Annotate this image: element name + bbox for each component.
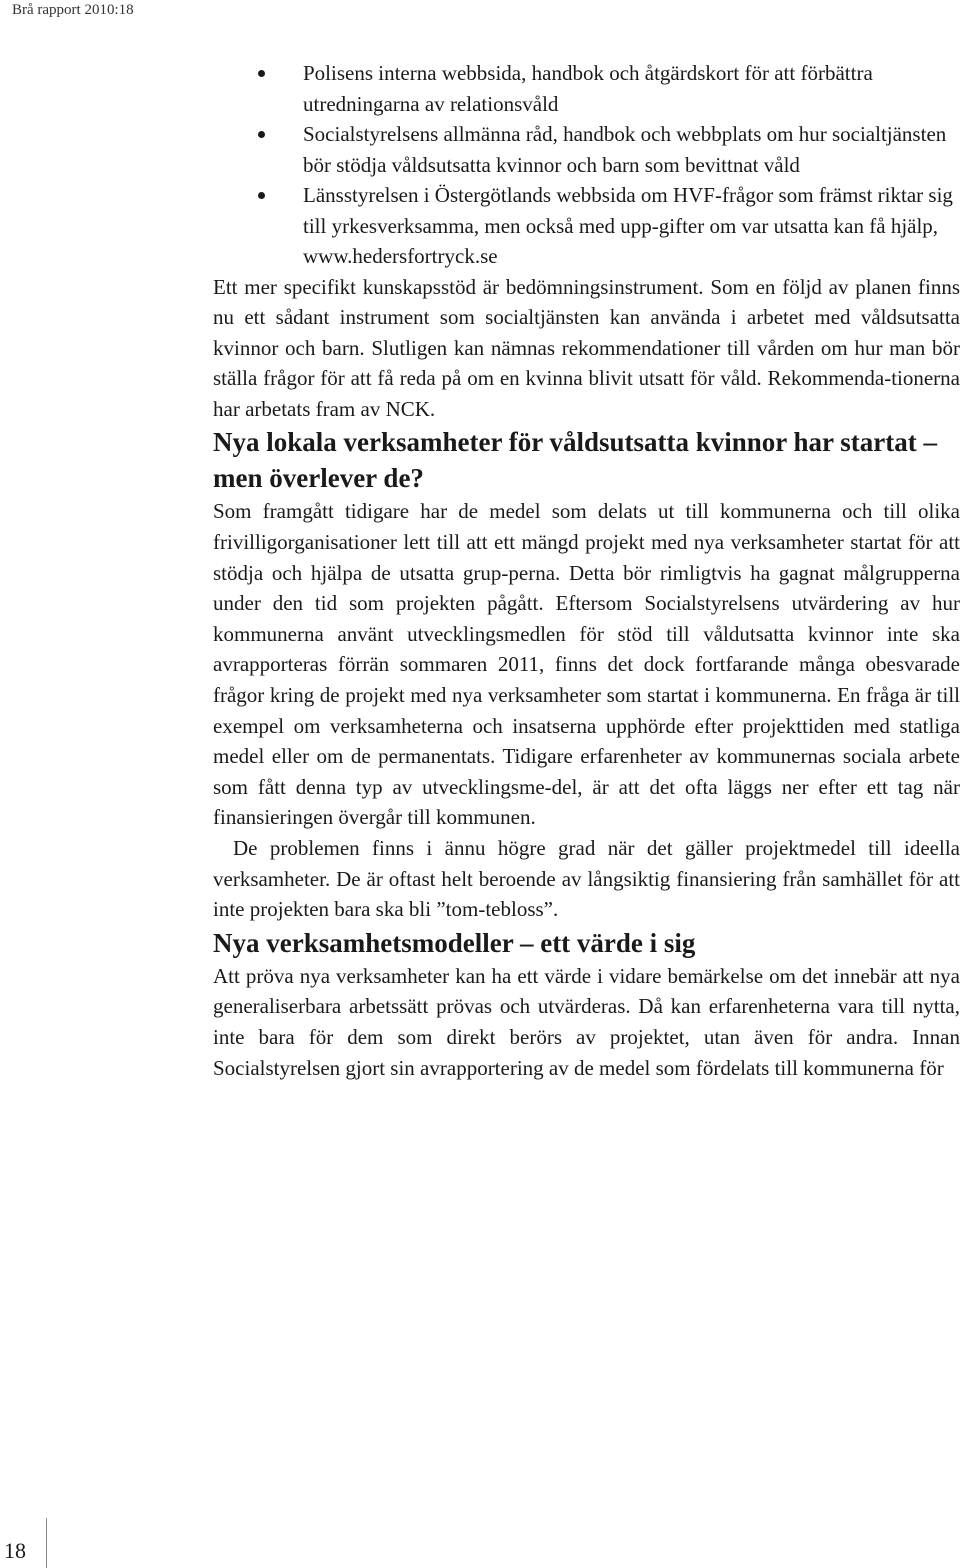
running-header: Brå rapport 2010:18 bbox=[12, 2, 134, 18]
bullet-icon bbox=[258, 131, 265, 138]
page-content bbox=[213, 58, 960, 1083]
list-item-text: Polisens interna webbsida, handbok och åtgärdskort för att förbättra utredningarna av relationsvåld bbox=[303, 61, 873, 116]
paragraph-new-methods: Att pröva nya verksamheter kan ha ett värde i vidare bemärkelse om det innebär att nya generaliserbara arbetssätt prövas och utvärderas. Då kan erfarenheterna vara till nytta, inte bara för dem som direkt berörs av projektet, utan även för andra. Innan Socialstyrelsen gjort sin avrapportering av de medel som fördelats till kommunerna för bbox=[213, 963, 960, 1080]
resource-bullet-list bbox=[213, 58, 960, 272]
list-item-text: Socialstyrelsens allmänna råd, handbok och webbplats om hur socialtjänsten bör stödja våldsutsatta kvinnor och barn som bevittnat våld bbox=[303, 122, 947, 177]
section-heading-new-models: Nya verksamhetsmodeller – ett värde i sig bbox=[213, 927, 696, 958]
page-number: 18 bbox=[4, 1538, 26, 1563]
section-heading-local-activities: Nya lokala verksamheter för våldsutsatta kvinnor har startat – men överlever de? bbox=[213, 427, 938, 494]
list-item bbox=[0, 119, 960, 180]
bullet-icon bbox=[258, 192, 265, 199]
paragraph-assessment-tools: Ett mer specifikt kunskapsstöd är bedömningsinstrument. Som en följd av planen finns nu ett sådant instrument som socialtjänsten kan använda i arbetet med våldsutsatta kvinnor och barn. Slutligen kan nämnas rekommendationer till vården om hur man bör ställa frågor för att få reda på om en kvinna blivit utsatt för våld. Rekommenda-tionerna har arbetats fram av NCK. bbox=[213, 274, 960, 421]
paragraph-ngo-funding: De problemen finns i ännu högre grad när det gäller projektmedel till ideella verksamheter. De är oftast helt beroende av långsiktig finansiering från samhället för att inte projekten bara ska bli ”tom-tebloss”. bbox=[213, 836, 960, 922]
paragraph-project-funding: Som framgått tidigare har de medel som delats ut till kommunerna och till olika frivilligorganisationer lett till att ett mängd projekt med nya verksamheter startat för att stödja och hjälpa de utsatta grup-perna. Detta bör rimligtvis ha gagnat målgrupperna under den tid som projekten pågått. Eftersom Socialstyrelsens utvärdering av hur kommunerna använt utvecklingsmedlen för stöd till våldutsatta kvinnor inte ska avrapporteras förrän sommaren 2011, finns det dock fortfarande många obesvarade frågor kring de projekt med nya verksamheter som startat i kommunerna. En fråga är till exempel om verksamheterna och insatserna upphörde efter projekttiden med statliga medel eller om de permanentats. Tidigare erfarenheter av kommunernas sociala arbete som fått denna typ av utvecklingsme-del, är att det ofta läggs ner efter ett tag när finansieringen övergår till kommunen. bbox=[213, 499, 960, 830]
list-item-text: Länsstyrelsen i Östergötlands webbsida om HVF-frågor som främst riktar sig till yrkesverksamma, men också med upp-gifter om var utsatta kan få hjälp, www.hedersfortryck.se bbox=[303, 183, 953, 268]
list-item bbox=[0, 180, 960, 272]
bullet-icon bbox=[258, 70, 265, 77]
list-item bbox=[0, 58, 960, 119]
